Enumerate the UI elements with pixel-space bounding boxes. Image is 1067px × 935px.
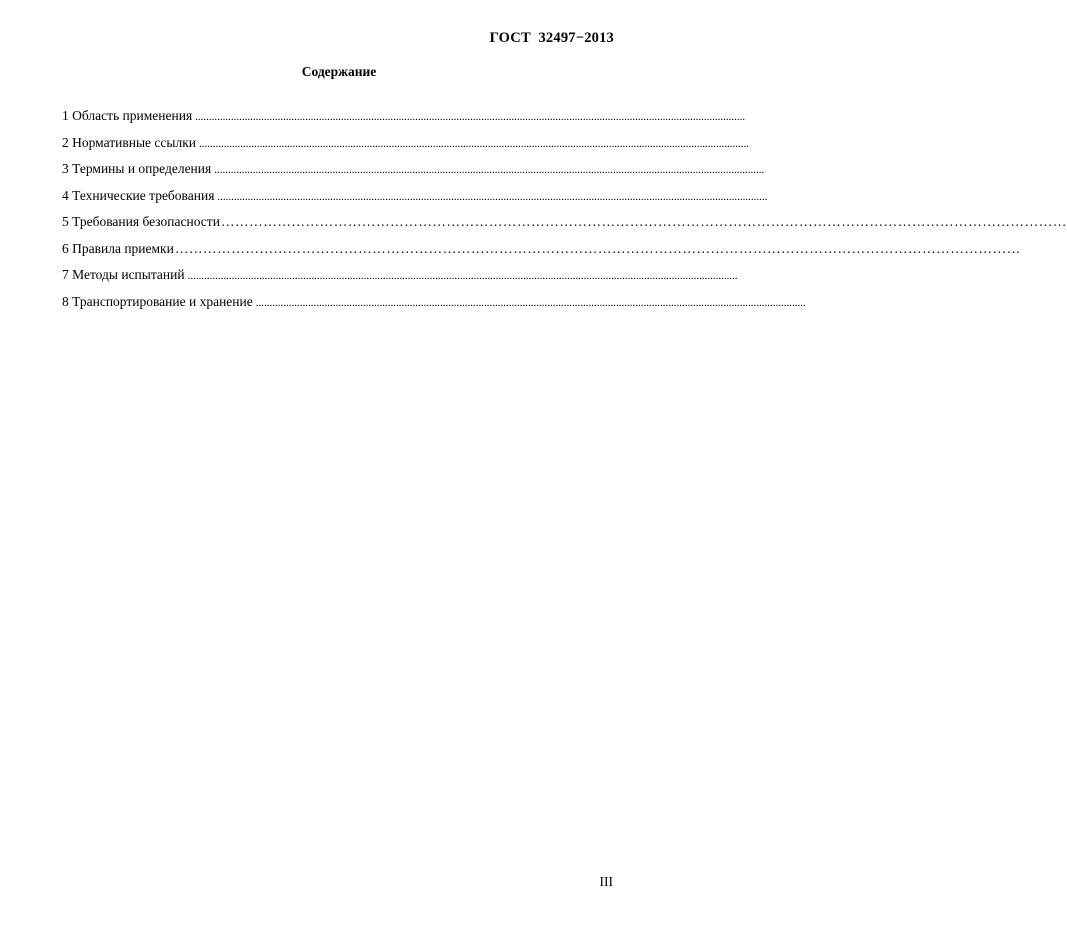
toc-dot-leader: ……………………………………………………………………………………………………………………………………………………………… — [220, 214, 1067, 229]
toc-dot-leader: ........................................................................................................................................................................................................ — [217, 190, 768, 203]
toc-item-label: 4 Технические требования — [62, 187, 215, 203]
toc-item[interactable] — [62, 134, 749, 162]
toc-dot-leader: ........................................................................................................................................................................................................ — [199, 137, 749, 150]
toc-item-label: 3 Термины и определения — [62, 161, 212, 176]
toc-dot-leader: ........................................................................................................................................................................................................ — [255, 296, 806, 309]
toc-item-label: 7 Методы испытаний — [62, 267, 185, 282]
toc-item[interactable] — [62, 187, 768, 215]
toc-item[interactable] — [62, 161, 765, 188]
toc-item[interactable] — [62, 293, 806, 321]
toc-item-label: 8 Транспортирование и хранение — [62, 293, 253, 309]
toc-item[interactable] — [62, 214, 1067, 241]
toc-title: Содержание — [301, 64, 377, 79]
toc-dot-leader: ........................................................................................................................................................................................................ — [214, 164, 765, 176]
toc-item-label: 1 Область применения — [62, 108, 193, 123]
toc-dot-leader: ……………………………………………………………………………………………………………………………………………………………… — [174, 240, 1021, 256]
toc-item-label: 5 Требования безопасности — [62, 214, 220, 229]
toc-item[interactable] — [62, 108, 746, 135]
toc-dot-leader: ........................................................................................................................................................................................................ — [195, 111, 746, 123]
toc-item[interactable] — [62, 240, 1021, 268]
toc-dot-leader: ........................................................................................................................................................................................................ — [187, 270, 738, 282]
toc-item-label: 2 Нормативные ссылки — [62, 134, 196, 150]
table-of-contents — [62, 108, 1067, 320]
document-code: ГОСТ 32497−2013 — [489, 30, 614, 46]
toc-item[interactable] — [62, 267, 738, 294]
toc-item-label: 6 Правила приемки — [62, 240, 174, 256]
page-number: III — [599, 874, 613, 889]
